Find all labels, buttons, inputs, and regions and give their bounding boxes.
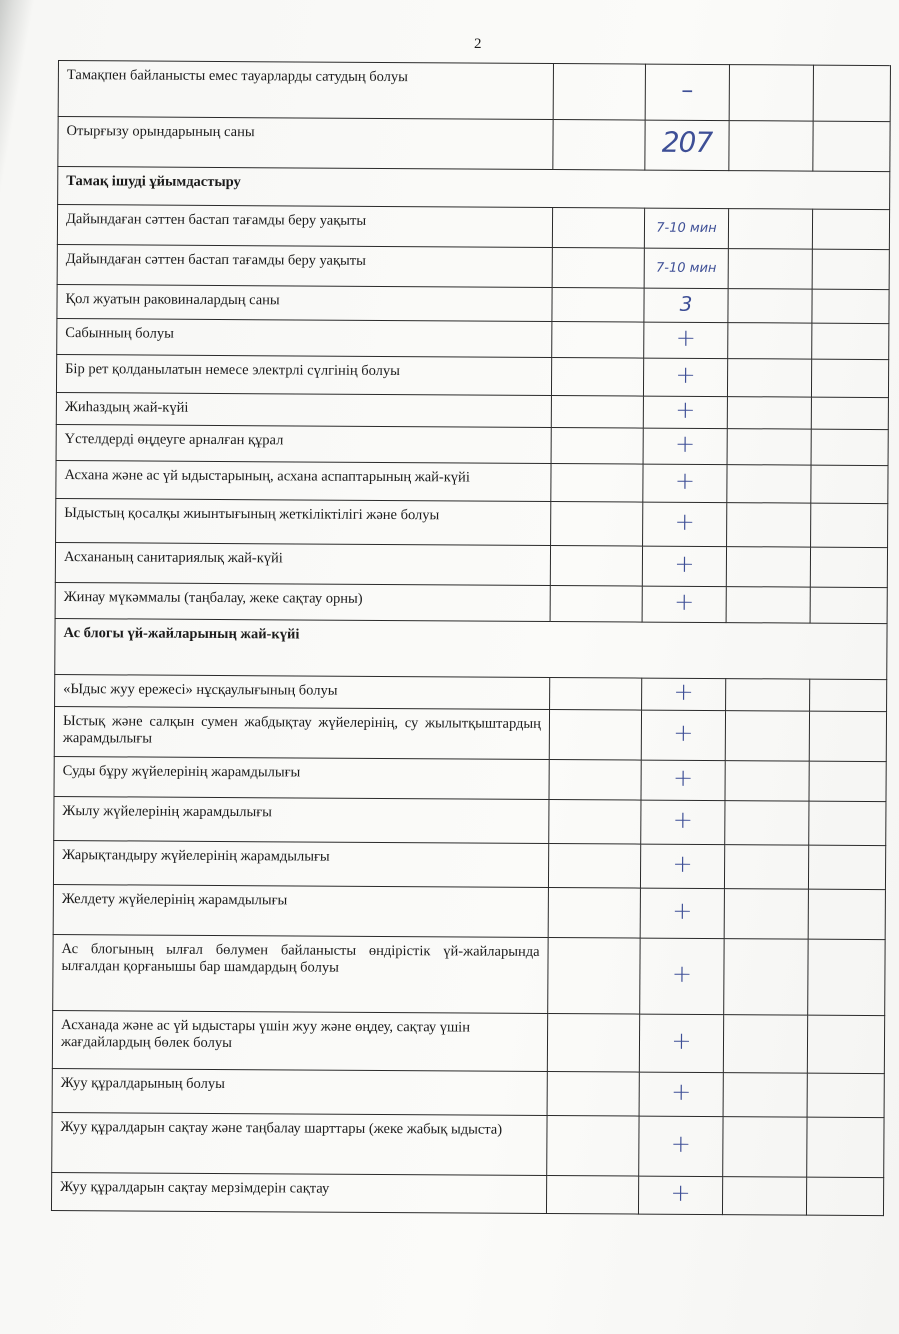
criterion-label: Дайындаған сәттен бастап тағамды беру уақыты — [57, 244, 552, 287]
handwritten-mark: + — [675, 360, 696, 389]
empty-cell — [548, 938, 640, 1015]
empty-cell — [810, 679, 887, 711]
criterion-label: Дайындаған сәттен бастап тағамды беру уақыты — [57, 205, 552, 248]
empty-cell — [729, 65, 813, 122]
criterion-label: Қол жуатын раковиналардың саны — [57, 284, 552, 321]
handwritten-mark-cell — [644, 248, 728, 289]
empty-cell — [551, 502, 643, 547]
table-row — [56, 424, 888, 465]
empty-cell — [812, 209, 889, 249]
empty-cell — [806, 1177, 883, 1215]
handwritten-mark-cell — [642, 546, 726, 587]
table-row — [55, 674, 887, 711]
criterion-label: Жиһаздың жай-күйі — [56, 392, 551, 427]
criterion-label: Тамақпен байланысты емес тауарларды сатудың болуы — [58, 61, 553, 120]
table-row — [57, 205, 889, 250]
handwritten-mark: 207 — [661, 125, 713, 159]
empty-cell — [551, 358, 643, 397]
empty-cell — [727, 359, 811, 398]
handwritten-mark: + — [672, 896, 693, 925]
handwritten-mark: + — [671, 1077, 692, 1106]
empty-cell — [807, 1117, 884, 1177]
handwritten-mark-cell — [644, 322, 728, 359]
empty-cell — [811, 359, 888, 397]
empty-cell — [726, 587, 810, 624]
empty-cell — [723, 1015, 807, 1074]
table-row — [57, 284, 889, 323]
criterion-label: Асхананың санитариялық жай-күйі — [55, 542, 550, 585]
inspection-table — [51, 60, 891, 1216]
empty-cell — [549, 710, 641, 761]
empty-cell — [552, 288, 644, 323]
empty-cell — [550, 546, 642, 587]
empty-cell — [728, 209, 812, 250]
empty-cell — [727, 465, 811, 504]
empty-cell — [725, 761, 809, 802]
section-header-row — [55, 618, 887, 679]
page-number: 2 — [474, 36, 482, 52]
handwritten-mark: + — [672, 805, 694, 834]
empty-cell — [549, 760, 641, 801]
empty-cell — [727, 397, 811, 430]
criterion-label: Ыдыстың қосалқы жиынтығының жеткіліктілігі және болуы — [56, 498, 551, 545]
empty-cell — [728, 289, 812, 324]
table-row — [57, 318, 889, 359]
empty-cell — [551, 396, 643, 429]
empty-cell — [813, 65, 890, 121]
empty-cell — [808, 889, 885, 939]
handwritten-mark: + — [672, 849, 693, 878]
empty-cell — [549, 800, 641, 845]
table-row — [53, 934, 885, 1015]
handwritten-mark-cell — [638, 1176, 722, 1215]
empty-cell — [813, 121, 890, 171]
section-title: Ас блогы үй-жайларының жай-күйі — [55, 618, 887, 679]
section-header-row — [58, 167, 890, 210]
handwritten-mark: + — [672, 763, 694, 792]
criterion-label: Жуу құралдарының болуы — [52, 1068, 547, 1115]
table-row — [56, 354, 888, 397]
handwritten-mark-cell — [639, 1014, 723, 1073]
empty-cell — [552, 208, 644, 249]
empty-cell — [729, 121, 813, 172]
handwritten-mark: + — [671, 1026, 692, 1055]
criterion-label: Асханада және ас үй ыдыстары үшін жуу және өңдеу, сақтау үшін жағдайлардың бөлек болуы — [52, 1010, 547, 1071]
handwritten-mark: + — [671, 959, 693, 988]
criterion-label: Отырғызу орындарының саны — [58, 117, 553, 170]
empty-cell — [808, 939, 885, 1015]
criterion-label: Ас блогының ылғал бөлумен байланысты өндірістік үй-жайларында ылғалдан қорғанышы бар шамдардың болуы — [53, 934, 548, 1013]
empty-cell — [725, 801, 809, 846]
handwritten-mark: + — [670, 1129, 692, 1158]
handwritten-mark: + — [675, 429, 696, 458]
handwritten-mark: + — [674, 587, 695, 616]
empty-cell — [809, 801, 886, 845]
handwritten-mark-cell — [641, 760, 725, 801]
section-title: Тамақ ішуді ұйымдастыру — [58, 167, 890, 210]
handwritten-mark-cell — [639, 1116, 723, 1177]
handwritten-mark-cell — [642, 586, 726, 623]
handwritten-mark: 3 — [679, 291, 693, 316]
handwritten-mark: + — [674, 507, 695, 536]
table-row — [55, 582, 887, 623]
empty-cell — [812, 289, 889, 323]
empty-cell — [724, 889, 808, 940]
handwritten-mark-cell — [645, 64, 729, 121]
empty-cell — [810, 587, 887, 623]
handwritten-mark: + — [675, 323, 696, 352]
handwritten-mark: 7-10 мин — [655, 260, 717, 277]
handwritten-mark-cell — [644, 288, 728, 323]
criterion-label: Жинау мүкәммалы (таңбалау, жеке сақтау орны) — [55, 582, 550, 621]
empty-cell — [811, 503, 888, 547]
table-row — [58, 117, 890, 172]
handwritten-mark-cell — [643, 502, 727, 547]
criterion-label: Жылу жүйелерінің жарамдылығы — [54, 796, 549, 843]
empty-cell — [809, 761, 886, 801]
table-row — [52, 1112, 884, 1177]
handwritten-mark-cell — [639, 1072, 723, 1117]
empty-cell — [807, 1015, 884, 1073]
table-row — [53, 840, 885, 889]
empty-cell — [811, 397, 888, 429]
criterion-label: Үстелдерді өңдеуге арналған құрал — [56, 424, 551, 463]
empty-cell — [724, 845, 808, 890]
criterion-label: Жарықтандыру жүйелерінің жарамдылығы — [53, 840, 548, 887]
table-row — [52, 1010, 884, 1073]
empty-cell — [547, 1116, 639, 1177]
empty-cell — [807, 1073, 884, 1117]
empty-cell — [728, 249, 812, 290]
handwritten-mark-cell — [642, 678, 726, 711]
handwritten-mark: – — [681, 75, 694, 104]
empty-cell — [728, 323, 812, 360]
empty-cell — [724, 939, 808, 1016]
empty-cell — [726, 679, 810, 712]
empty-cell — [725, 711, 809, 762]
table-row — [51, 1172, 883, 1215]
handwritten-mark: + — [674, 466, 696, 495]
empty-cell — [553, 64, 645, 121]
empty-cell — [551, 428, 643, 465]
empty-cell — [553, 120, 645, 171]
criterion-label: «Ыдыс жуу ережесі» нұсқаулығының болуы — [55, 674, 550, 709]
handwritten-mark: + — [673, 677, 694, 706]
empty-cell — [547, 1014, 639, 1073]
handwritten-mark-cell — [643, 396, 727, 429]
empty-cell — [551, 464, 643, 503]
handwritten-mark: + — [674, 549, 695, 578]
handwritten-mark-cell — [644, 208, 728, 249]
empty-cell — [548, 844, 640, 889]
criterion-label: Жуу құралдарын сақтау және таңбалау шарттары (жеке жабық ыдыста) — [52, 1112, 547, 1175]
table-row — [56, 498, 888, 547]
handwritten-mark-cell — [640, 844, 724, 889]
handwritten-mark: 7-10 мин — [656, 220, 717, 237]
handwritten-mark-cell — [643, 428, 727, 465]
handwritten-mark-cell — [645, 120, 729, 171]
table-row — [58, 61, 890, 122]
empty-cell — [723, 1117, 807, 1178]
table-row — [54, 756, 886, 801]
handwritten-mark-cell — [641, 710, 725, 761]
table-row — [56, 392, 888, 429]
empty-cell — [552, 322, 644, 359]
empty-cell — [546, 1176, 638, 1215]
criterion-label: Сабынның болуы — [57, 318, 552, 357]
empty-cell — [810, 547, 887, 587]
handwritten-mark-cell — [640, 938, 724, 1015]
table-row — [52, 1068, 884, 1117]
table-row — [54, 796, 886, 845]
empty-cell — [550, 678, 642, 711]
table-row — [55, 542, 887, 587]
empty-cell — [811, 429, 888, 465]
table-row — [57, 244, 889, 289]
handwritten-mark-cell — [643, 464, 727, 503]
handwritten-mark: + — [675, 395, 696, 424]
criterion-label: Жуу құралдарын сақтау мерзімдерін сақтау — [51, 1172, 546, 1213]
empty-cell — [547, 1072, 639, 1117]
empty-cell — [808, 845, 885, 889]
handwritten-mark-cell — [643, 358, 727, 397]
criterion-label: Ыстық және салқын сумен жабдықтау жүйелерінің, су жылытқыштардың жарамдылығы — [54, 706, 549, 759]
table-row — [53, 884, 885, 939]
empty-cell — [723, 1073, 807, 1118]
empty-cell — [552, 248, 644, 289]
criterion-label: Бір рет қолданылатын немесе электрлі сүлгінің болуы — [56, 354, 551, 395]
empty-cell — [809, 711, 886, 761]
empty-cell — [722, 1177, 806, 1216]
empty-cell — [726, 547, 810, 588]
criterion-label: Желдету жүйелерінің жарамдылығы — [53, 884, 548, 937]
table-row — [56, 460, 888, 503]
empty-cell — [548, 888, 640, 939]
handwritten-mark-cell — [641, 800, 725, 845]
handwritten-mark: + — [673, 718, 694, 747]
empty-cell — [727, 429, 811, 466]
criterion-label: Суды бұру жүйелерінің жарамдылығы — [54, 756, 549, 799]
empty-cell — [727, 503, 811, 548]
empty-cell — [812, 323, 889, 359]
handwritten-mark: + — [670, 1178, 691, 1207]
table-row — [54, 706, 886, 761]
empty-cell — [812, 249, 889, 289]
empty-cell — [811, 465, 888, 503]
handwritten-mark-cell — [640, 888, 724, 939]
empty-cell — [550, 586, 642, 623]
criterion-label: Асхана және ас үй ыдыстарының, асхана аспаптарының жай-күйі — [56, 460, 551, 501]
